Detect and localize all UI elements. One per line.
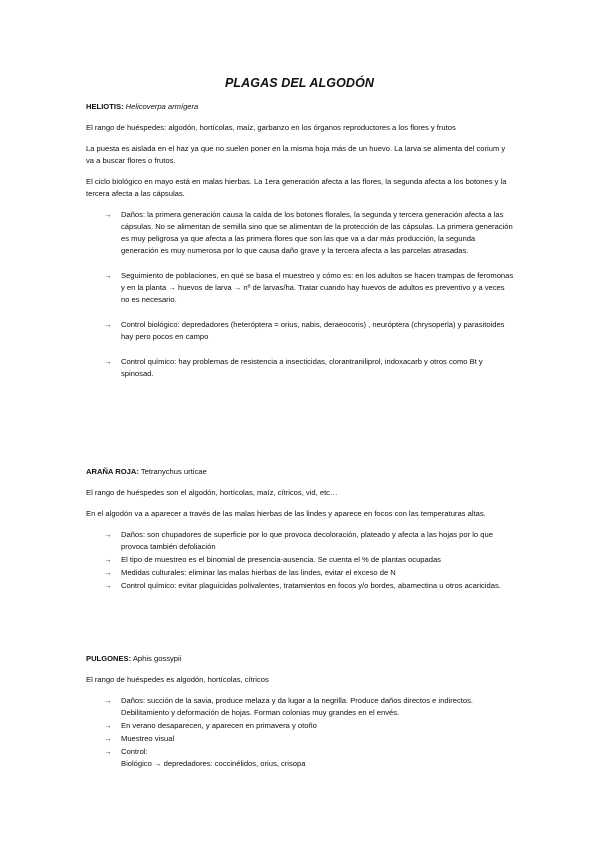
list-item-text: Control químico: hay problemas de resistencia a insecticidas, clorantraniliprol, indoxacarb y otros como Bt y spinosad. <box>121 357 483 378</box>
pest-scientific-name: Helicoverpa armígera <box>125 102 199 111</box>
list-item-text: Control químico: evitar plaguicidas polivalentes, tratamientos en focos y/o bordes, abamectina u otros acaricidas. <box>121 581 501 590</box>
list-item <box>86 746 514 770</box>
page-title: PLAGAS DEL ALGODÓN <box>224 76 375 90</box>
list-item <box>86 356 514 380</box>
paragraph: La puesta es aislada en el haz ya que no suelen poner en la misma hoja más de un huevo. La larva se alimenta del corium y va a buscar flores o frutos. <box>86 144 506 165</box>
list-item-text: En verano desaparecen, y aparecen en primavera y otoño <box>121 721 317 730</box>
control-detail-line: Biológico → depredadores: coccinélidos, orius, crisopa <box>121 759 306 768</box>
list-item <box>86 695 514 719</box>
pest-common-name: PULGONES: <box>86 654 132 663</box>
arrow-bullet-icon: → <box>104 568 112 577</box>
list-item <box>86 319 514 343</box>
section-heading <box>86 101 514 113</box>
arrow-bullet-icon: → <box>104 210 112 219</box>
arrow-bullet-icon: → <box>104 696 112 705</box>
list-item <box>86 529 514 553</box>
list-item-text: Muestreo visual <box>121 734 175 743</box>
list-item <box>86 554 514 566</box>
pest-scientific-name: Tetranychus urticae <box>140 467 207 476</box>
arrow-bullet-icon: → <box>104 530 112 539</box>
list-item <box>86 580 514 592</box>
arrow-bullet-icon: → <box>104 721 112 730</box>
list-item <box>86 733 514 745</box>
list-item-text: Control: <box>121 747 148 756</box>
bullet-list <box>86 529 514 592</box>
list-item-text: Daños: son chupadores de superficie por lo que provoca decoloración, plateado y afecta a las hojas por lo que provoca también defoliación <box>121 530 493 551</box>
arrow-bullet-icon: → <box>104 271 112 280</box>
arrow-bullet-icon: → <box>104 734 112 743</box>
paragraph: En el algodón va a aparecer a través de las malas hierbas de las lindes y aparece en focos con las temperaturas altas. <box>86 509 486 518</box>
list-item-text: Daños: la primera generación causa la caída de los botones florales, la segunda y tercera generación afecta a las cápsulas. No se alimentan de semilla sino que se alimentan de la protección de las cápsulas. La primera generación es muy peligrosa ya que afecta a las primera flores que son las que va a dar más producción, la segunda generación es muy numerosa por lo que causa daño grave y la tercera afecta a las parcelas atrasadas. <box>121 210 513 255</box>
list-item-text: Control biológico: depredadores (heteróptera = orius, nabis, deraeocoris) , neuróptera (chrysoperla) y parasitoides hay pero pocos en campo <box>121 320 505 341</box>
arrow-bullet-icon: → <box>104 581 112 590</box>
paragraph: El rango de huéspedes es algodón, hortícolas, cítricos <box>86 675 269 684</box>
arrow-bullet-icon: → <box>104 357 112 366</box>
section-heliotis <box>86 101 514 393</box>
paragraph: El ciclo biológico en mayo está en malas hierbas. La 1era generación afecta a las flores, la segunda afecta a los botones y la tercera afecta a las cápsulas. <box>86 177 507 198</box>
list-item <box>86 270 514 306</box>
list-item-text: Seguimiento de poblaciones, en qué se basa el muestreo y cómo es: en los adultos se hacen trampas de feromonas y en la planta → huevos de larva → nº de larvas/ha. Tratar cuando hay huevos de adultos es preventivo y a veces no es necesario. <box>121 271 514 304</box>
list-item-text: El tipo de muestreo es el binomial de presencia-ausencia. Se cuenta el % de plantas ocupadas <box>121 555 441 564</box>
section-heading <box>86 466 514 478</box>
pest-common-name: HELIOTIS: <box>86 102 124 111</box>
arrow-bullet-icon: → <box>104 747 112 756</box>
list-item <box>86 209 514 257</box>
pest-scientific-name: Aphis gossypii <box>132 654 182 663</box>
list-item <box>86 567 514 579</box>
pest-common-name: ARAÑA ROJA: <box>86 467 139 476</box>
section-arana-roja <box>86 466 514 593</box>
bullet-list <box>86 209 514 380</box>
paragraph: El rango de huéspedes: algodón, hortícolas, maíz, garbanzo en los órganos reproductores a los flores y frutos <box>86 123 456 132</box>
bullet-list <box>86 695 514 770</box>
list-item <box>86 720 514 732</box>
section-heading <box>86 653 514 665</box>
arrow-bullet-icon: → <box>104 555 112 564</box>
list-item-text: Daños: succión de la savia, produce melaza y da lugar a la negrilla. Produce daños directos e indirectos. Debilitamiento y deformación de hojas. Forman colonias muy grandes en el envés. <box>121 696 474 717</box>
list-item-text: Medidas culturales: eliminar las malas hierbas de las lindes, evitar el exceso de N <box>121 568 396 577</box>
arrow-bullet-icon: → <box>104 320 112 329</box>
paragraph: El rango de huéspedes son el algodón, hortícolas, maíz, cítricos, vid, etc… <box>86 488 338 497</box>
section-pulgones <box>86 653 514 771</box>
